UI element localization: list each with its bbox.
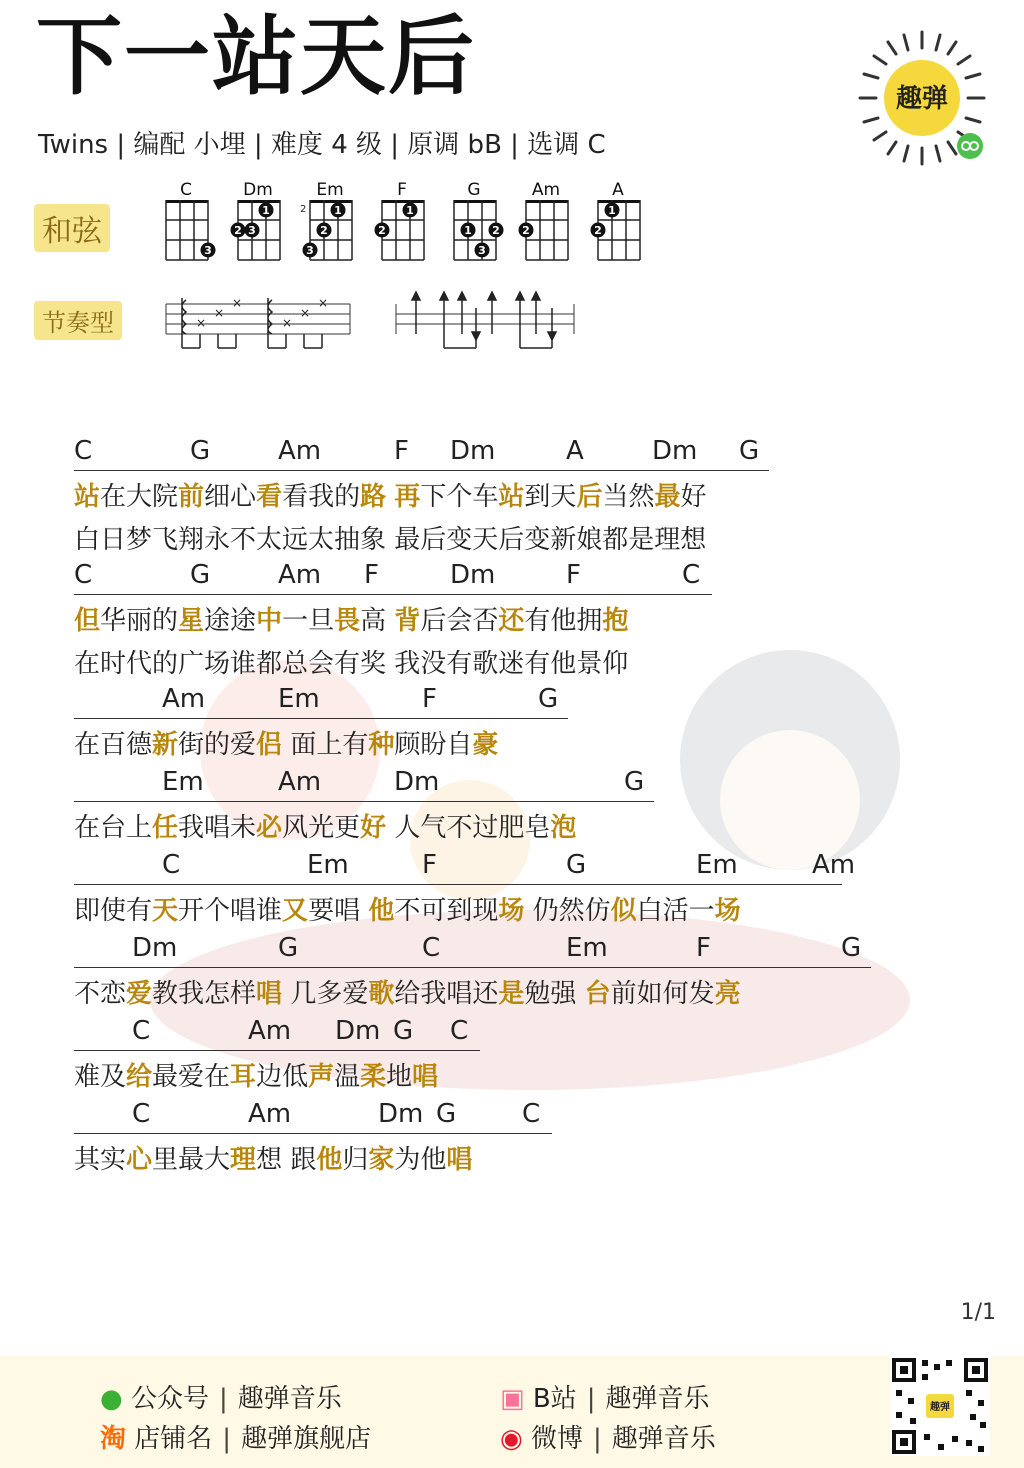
lyric-text: 地 xyxy=(386,1062,413,1092)
lyric-accent: 是 xyxy=(498,979,525,1009)
svg-text:×: × xyxy=(196,316,207,330)
lyric-line xyxy=(74,973,741,1010)
svg-text:×: × xyxy=(232,296,243,310)
chord-symbol: F xyxy=(422,684,437,714)
lyric-line xyxy=(74,724,498,761)
lyric-line xyxy=(74,807,576,844)
lyric-accent: 爱 xyxy=(126,979,153,1009)
chord-symbol: Em xyxy=(162,767,204,797)
lyric-accent: 星 xyxy=(178,606,205,636)
chord-symbol: C xyxy=(132,1099,151,1129)
weibo-label: 微博 xyxy=(530,1424,583,1454)
lyric-text: 给我唱还 xyxy=(394,979,499,1009)
lyric-accent: 但 xyxy=(74,606,101,636)
lyric-line xyxy=(74,1139,472,1176)
svg-text:2: 2 xyxy=(522,224,530,237)
chord-underline xyxy=(74,718,568,719)
lyric-text: 归 xyxy=(342,1145,369,1175)
chord-symbol: Dm xyxy=(335,1016,381,1046)
miniprogram-code xyxy=(850,26,994,170)
lyric-line xyxy=(74,643,628,680)
lyric-accent: 唱 xyxy=(446,1145,473,1175)
chord-symbol: G xyxy=(841,933,862,963)
chord-underline xyxy=(74,594,712,595)
chord-symbol: C xyxy=(522,1099,541,1129)
weibo-value: 趣弹音乐 xyxy=(611,1424,716,1454)
svg-text:2: 2 xyxy=(492,224,500,237)
lyric-accent: 理 xyxy=(230,1145,257,1175)
lyric-accent: 任 xyxy=(152,813,179,843)
svg-text:×: × xyxy=(282,316,293,330)
lyric-accent: 他 xyxy=(368,896,395,926)
weibo-info: ◉ 微博 | 趣弹音乐 xyxy=(500,1424,716,1454)
lyric-accent: 场 xyxy=(714,896,741,926)
lyric-text: 教我怎样 xyxy=(152,979,257,1009)
lyric-text: 即使有 xyxy=(74,896,153,926)
lyric-accent: 耳 xyxy=(230,1062,257,1092)
chord-symbol: Dm xyxy=(450,436,496,466)
lyric-accent: 新 xyxy=(152,730,179,760)
chord-symbol: Em xyxy=(307,850,349,880)
lyric-text: 白日梦飞翔永不太远太抽象 最后变天后变新娘都是理想 xyxy=(74,525,707,555)
svg-text:1: 1 xyxy=(334,204,342,217)
chord-symbol: C xyxy=(162,850,181,880)
chord-symbol: F xyxy=(422,850,437,880)
chord-symbol: G xyxy=(278,933,299,963)
fretboard xyxy=(444,198,506,282)
lyric-accent: 天 xyxy=(152,896,179,926)
lyric-text: 勉强 xyxy=(524,979,585,1009)
lyric-accent: 站 xyxy=(498,482,525,512)
lyric-text: 想 跟 xyxy=(256,1145,317,1175)
bilibili-label: B站 xyxy=(532,1384,577,1414)
lyric-text: 在台上 xyxy=(74,813,153,843)
chord-underline xyxy=(74,884,842,885)
lyric-accent: 似 xyxy=(610,896,637,926)
fretboard xyxy=(300,198,362,282)
svg-text:1: 1 xyxy=(406,204,414,217)
chord-symbol: C xyxy=(74,560,93,590)
chord-name: Dm xyxy=(243,180,273,200)
lyric-accent: 心 xyxy=(126,1145,153,1175)
fretboard xyxy=(588,198,650,282)
lyric-line xyxy=(74,519,706,556)
lyric-text: 几多爱 xyxy=(282,979,369,1009)
song-meta: Twins | 编配 小埋 | 难度 4 级 | 原调 bB | 选调 C xyxy=(38,130,606,160)
chord-symbol: G xyxy=(538,684,559,714)
lyric-accent: 侣 xyxy=(256,730,283,760)
lyric-line xyxy=(74,1056,438,1093)
lyric-accent: 亮 xyxy=(714,979,741,1009)
lyric-text: 不可到现 xyxy=(394,896,499,926)
svg-text:×: × xyxy=(318,296,329,310)
taobao-icon: 淘 xyxy=(100,1424,127,1454)
lyric-accent: 唱 xyxy=(412,1062,439,1092)
svg-text:1: 1 xyxy=(464,224,472,237)
lyric-text: 前如何发 xyxy=(610,979,715,1009)
svg-text:1: 1 xyxy=(608,204,616,217)
chord-symbol: G xyxy=(190,560,211,590)
chord-symbol: C xyxy=(74,436,93,466)
chord-symbol: G xyxy=(739,436,760,466)
lyric-text: 到天 xyxy=(524,482,577,512)
lyric-accent: 台 xyxy=(584,979,611,1009)
chord-symbol: F xyxy=(364,560,379,590)
chord-symbol: Dm xyxy=(378,1099,424,1129)
wechat-info: ● 公众号 | 趣弹音乐 xyxy=(100,1384,342,1414)
bilibili-value: 趣弹音乐 xyxy=(605,1384,710,1414)
chord-symbol: G xyxy=(393,1016,414,1046)
lyric-text: 其实 xyxy=(74,1145,127,1175)
lyric-accent: 抱 xyxy=(602,606,629,636)
chord-name: Am xyxy=(531,180,561,200)
chord-symbol: C xyxy=(132,1016,151,1046)
fretboard xyxy=(372,198,434,282)
lyric-text: 在大院 xyxy=(100,482,179,512)
svg-text:2: 2 xyxy=(234,224,242,237)
song-title: 下一站天后 xyxy=(36,7,476,107)
taobao-info: 淘 店铺名 | 趣弹旗舰店 xyxy=(100,1424,372,1454)
lyric-text: 后会否 xyxy=(420,606,499,636)
chord-underline xyxy=(74,801,654,802)
svg-text:×: × xyxy=(300,306,311,320)
chord-symbol: Am xyxy=(278,436,322,466)
chord-underline xyxy=(74,1133,552,1134)
rhythm-label: 节奏型 xyxy=(34,301,122,340)
lyric-accent: 唱 xyxy=(256,979,283,1009)
chord-symbol: Em xyxy=(566,933,608,963)
lyric-accent: 背 xyxy=(394,606,421,636)
chord-symbol: G xyxy=(190,436,211,466)
lyric-accent: 豪 xyxy=(472,730,499,760)
svg-text:1: 1 xyxy=(262,204,270,217)
chord-underline xyxy=(74,967,871,968)
lyric-text: 细心 xyxy=(204,482,257,512)
lyric-accent: 站 xyxy=(74,482,101,512)
lyric-accent: 泡 xyxy=(550,813,577,843)
svg-text:3: 3 xyxy=(248,224,256,237)
bilibili-icon: ▣ xyxy=(500,1384,525,1414)
lyric-accent: 家 xyxy=(368,1145,395,1175)
chord-symbol: Dm xyxy=(652,436,698,466)
lyric-text: 白活一 xyxy=(636,896,715,926)
svg-text:2: 2 xyxy=(378,224,386,237)
lyric-text: 仍然仿 xyxy=(524,896,611,926)
rhythm-patterns xyxy=(164,288,584,358)
lyric-accent: 后 xyxy=(576,482,603,512)
lyric-text: 途途 xyxy=(204,606,257,636)
lyric-accent: 好 xyxy=(360,813,387,843)
svg-text:3: 3 xyxy=(306,244,314,257)
lyric-text: 好 xyxy=(680,482,707,512)
chord-symbol: F xyxy=(696,933,711,963)
lyric-accent: 必 xyxy=(256,813,283,843)
lyric-text: 不恋 xyxy=(74,979,127,1009)
lyric-line xyxy=(74,476,707,513)
chord-underline xyxy=(74,470,769,471)
lyric-text: 人气不过肥皂 xyxy=(386,813,551,843)
lyric-text: 有他拥 xyxy=(524,606,603,636)
chord-symbol: C xyxy=(682,560,701,590)
weibo-icon: ◉ xyxy=(500,1424,523,1454)
lyric-text: 在时代的广场谁都总会有奖 我没有歌迷有他景仰 xyxy=(74,649,629,679)
lyric-accent: 看 xyxy=(256,482,283,512)
lyric-text: 街的爱 xyxy=(178,730,257,760)
lyric-accent: 声 xyxy=(308,1062,335,1092)
chord-symbol: F xyxy=(566,560,581,590)
logo-text: 趣弹 xyxy=(895,84,949,114)
chord-name: F xyxy=(397,180,407,200)
lyric-text: 面上有 xyxy=(282,730,369,760)
lyric-line xyxy=(74,600,628,637)
chord-symbol: Am xyxy=(278,767,322,797)
lyric-text: 当然 xyxy=(602,482,655,512)
chord-symbol: Am xyxy=(248,1099,292,1129)
lyric-accent: 歌 xyxy=(368,979,395,1009)
lyric-text: 一旦 xyxy=(282,606,335,636)
lyric-accent: 柔 xyxy=(360,1062,387,1092)
lyric-text: 华丽的 xyxy=(100,606,179,636)
chord-symbol: Dm xyxy=(132,933,178,963)
taobao-value: 趣弹旗舰店 xyxy=(241,1424,372,1454)
page-number: 1/1 xyxy=(960,1300,996,1325)
lyric-accent: 他 xyxy=(316,1145,343,1175)
lyric-accent: 给 xyxy=(126,1062,153,1092)
chord-symbol: G xyxy=(566,850,587,880)
lyric-accent: 畏 xyxy=(334,606,361,636)
chord-symbol: A xyxy=(566,436,584,466)
chord-name: G xyxy=(467,180,481,200)
taobao-label: 店铺名 xyxy=(134,1424,213,1454)
lyric-accent: 中 xyxy=(256,606,283,636)
lyric-line xyxy=(74,890,741,927)
svg-text:3: 3 xyxy=(204,244,212,257)
wechat-icon: ● xyxy=(100,1384,123,1414)
chord-symbol: C xyxy=(422,933,441,963)
bilibili-info: ▣ B站 | 趣弹音乐 xyxy=(500,1384,710,1414)
chord-symbol: C xyxy=(450,1016,469,1046)
lyric-accent: 场 xyxy=(498,896,525,926)
wechat-label: 公众号 xyxy=(130,1384,209,1414)
chord-symbol: G xyxy=(436,1099,457,1129)
lyric-text: 为他 xyxy=(394,1145,447,1175)
lyric-accent: 最 xyxy=(654,482,681,512)
lyric-accent: 再 xyxy=(394,482,421,512)
lyric-text: 风光更 xyxy=(282,813,361,843)
svg-text:2: 2 xyxy=(594,224,602,237)
chord-symbol: Am xyxy=(248,1016,292,1046)
svg-text:2: 2 xyxy=(300,204,307,215)
lyric-text: 在百德 xyxy=(74,730,153,760)
lyric-accent: 前 xyxy=(178,482,205,512)
lyric-text: 难及 xyxy=(74,1062,127,1092)
svg-text:2: 2 xyxy=(320,224,328,237)
qr-logo-text: 趣弹 xyxy=(930,1402,950,1413)
chord-symbol: Am xyxy=(812,850,856,880)
lyric-text: 我唱未 xyxy=(178,813,257,843)
lyric-text: 里最大 xyxy=(152,1145,231,1175)
fretboard xyxy=(516,198,578,282)
lyric-text: 下个车 xyxy=(420,482,499,512)
lyric-accent: 路 xyxy=(360,482,387,512)
fretboard xyxy=(156,198,218,282)
chord-symbol: Am xyxy=(278,560,322,590)
lyric-text: 温 xyxy=(334,1062,361,1092)
lyric-accent: 又 xyxy=(282,896,309,926)
footer xyxy=(0,1356,1024,1468)
chord-symbol: F xyxy=(394,436,409,466)
chord-symbol: Am xyxy=(162,684,206,714)
chord-symbol: Em xyxy=(696,850,738,880)
lyric-accent: 还 xyxy=(498,606,525,636)
qr-code xyxy=(890,1356,990,1456)
wechat-value: 趣弹音乐 xyxy=(237,1384,342,1414)
chord-name: Em xyxy=(316,180,344,200)
lyric-text: 要唱 xyxy=(308,896,369,926)
chord-name: A xyxy=(612,180,624,200)
lyric-text: 看我的 xyxy=(282,482,361,512)
lyric-text: 开个唱谁 xyxy=(178,896,283,926)
lyric-text: 顾盼自 xyxy=(394,730,473,760)
fretboard xyxy=(228,198,290,282)
chord-symbol: Dm xyxy=(450,560,496,590)
chord-symbol: Em xyxy=(278,684,320,714)
lyric-text: 边低 xyxy=(256,1062,309,1092)
chord-name: C xyxy=(180,180,192,200)
chord-symbol: G xyxy=(624,767,645,797)
svg-text:3: 3 xyxy=(478,244,486,257)
chord-underline xyxy=(74,1050,480,1051)
chords-label: 和弦 xyxy=(34,204,110,252)
lyric-accent: 种 xyxy=(368,730,395,760)
chord-symbol: Dm xyxy=(394,767,440,797)
lyric-text: 最爱在 xyxy=(152,1062,231,1092)
lyric-text: 高 xyxy=(360,606,395,636)
svg-text:×: × xyxy=(214,306,225,320)
